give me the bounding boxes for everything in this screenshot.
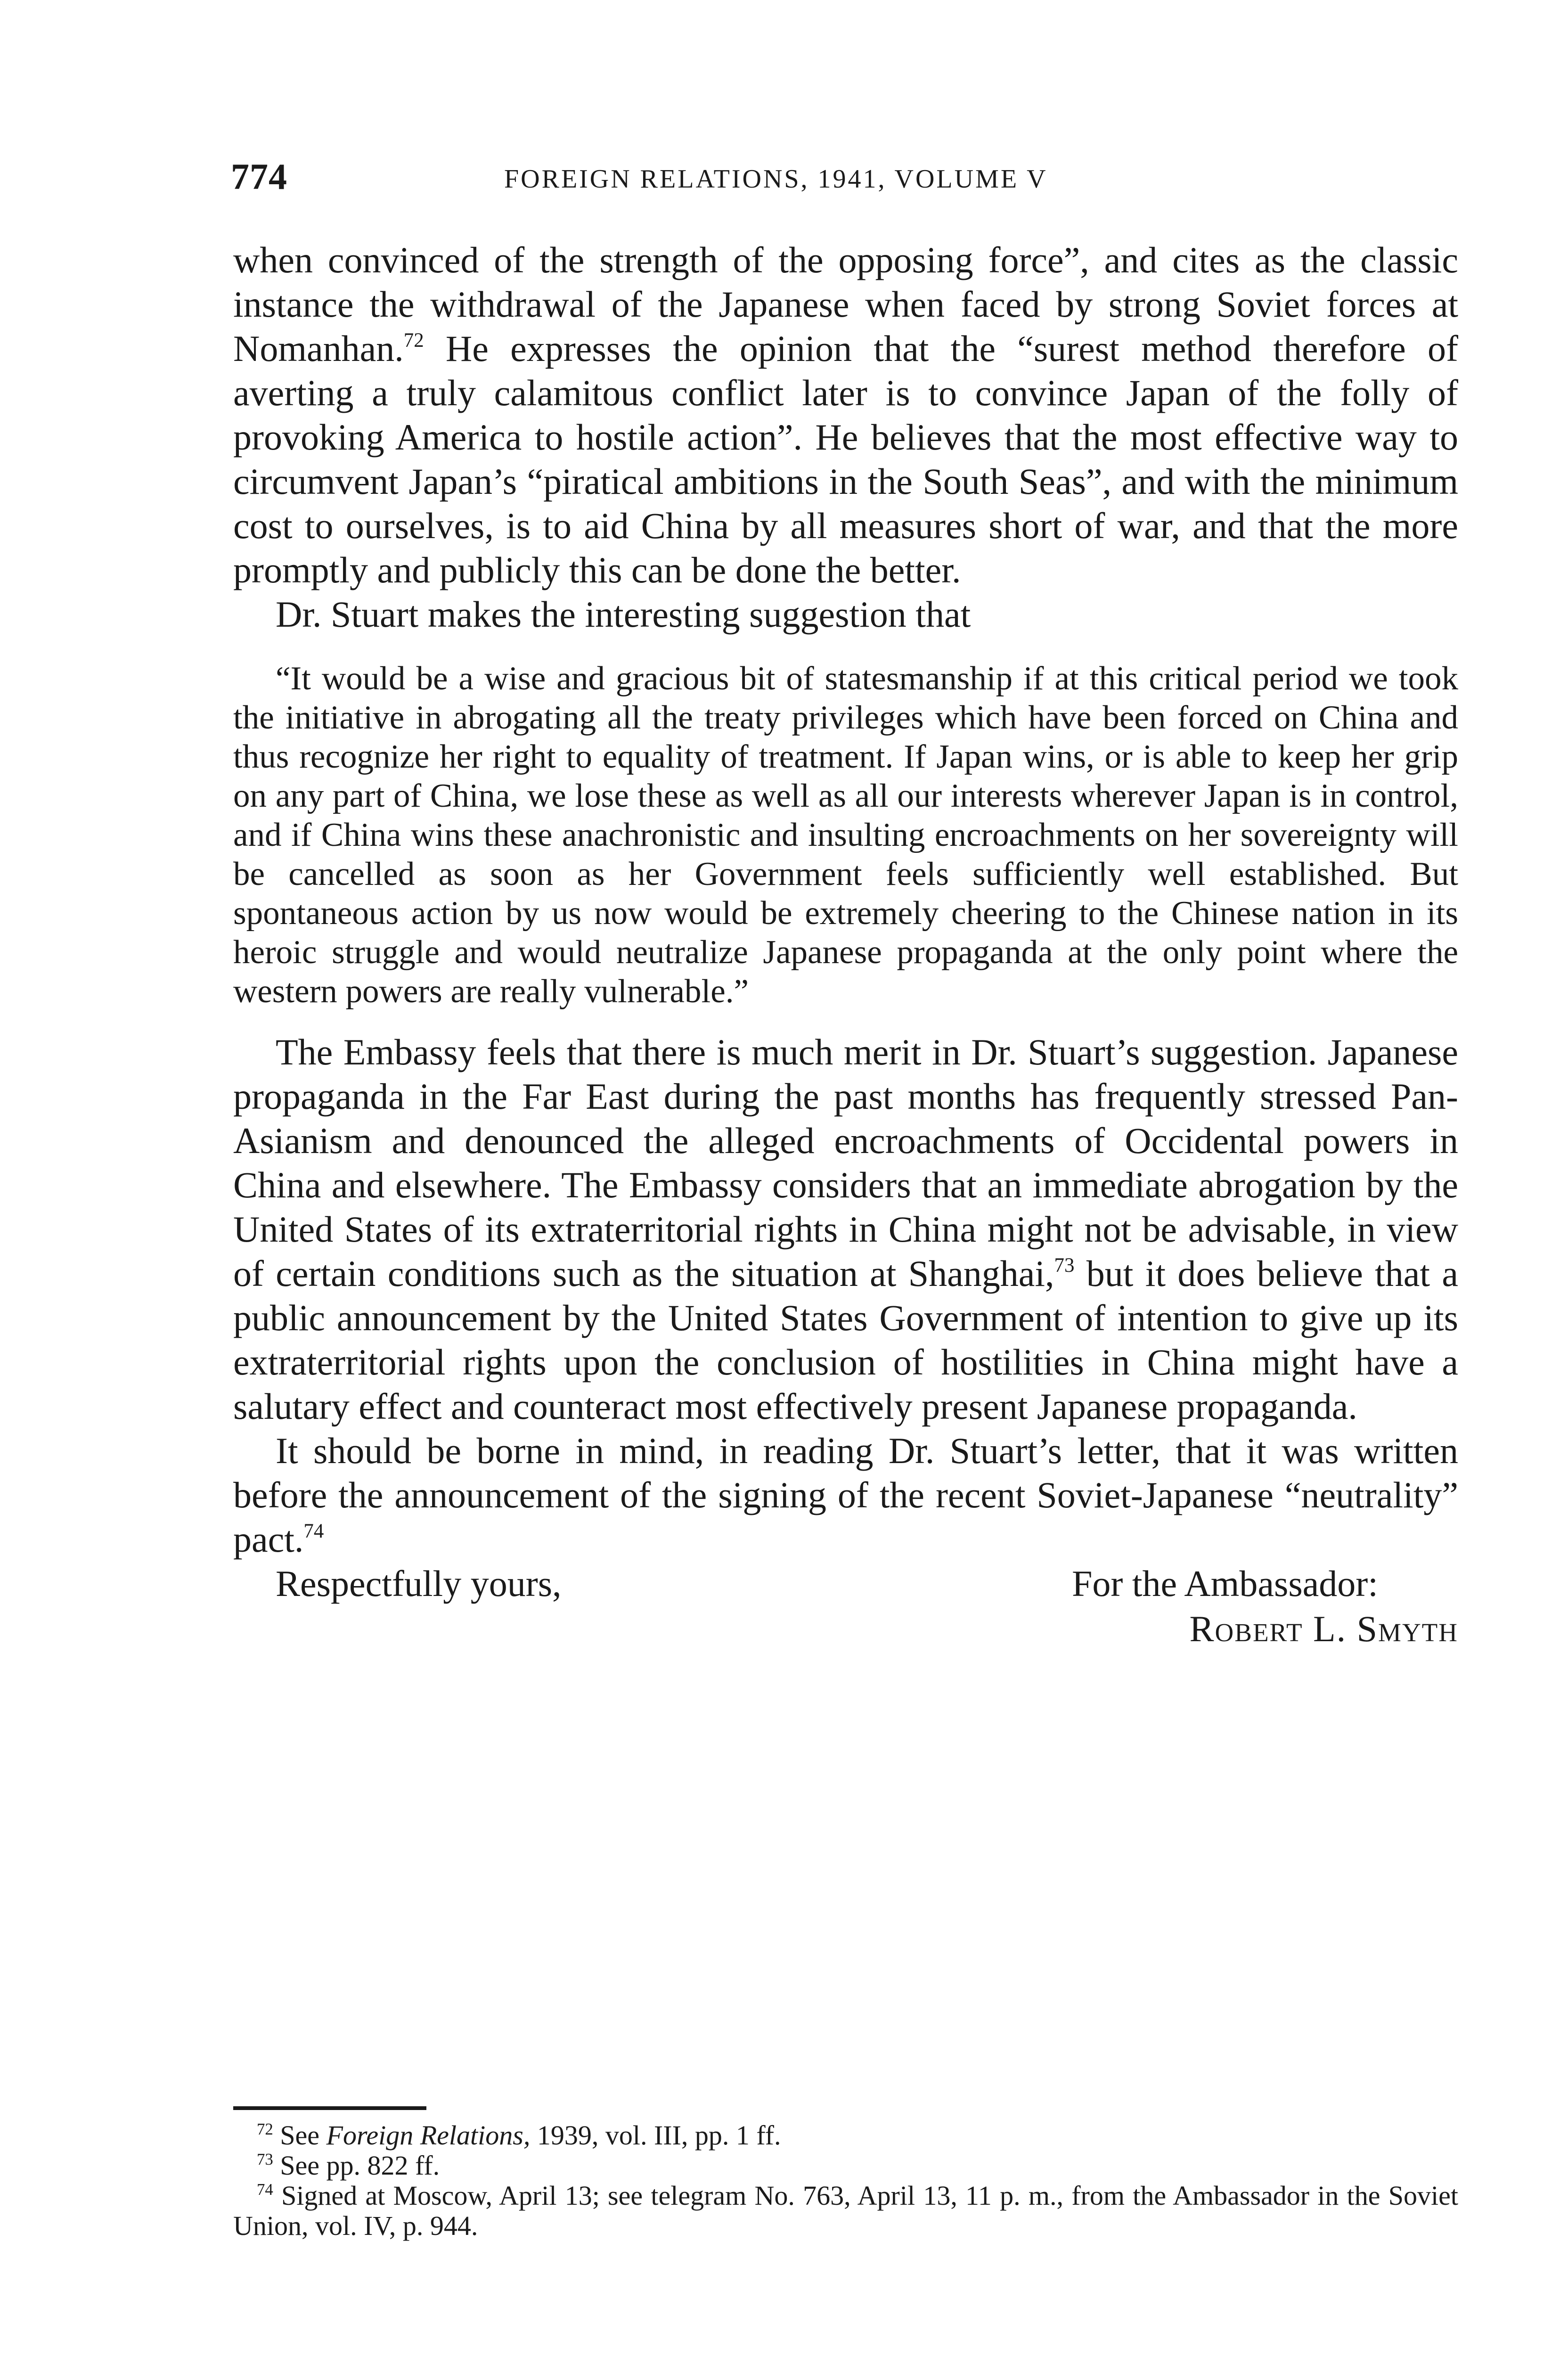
- footnote-text: 1939, vol. III, pp. 1 ff.: [530, 2120, 781, 2151]
- for-the-ambassador: For the Ambassador:: [1072, 1563, 1378, 1604]
- footnote-text: See: [273, 2120, 327, 2151]
- paragraph-4-text: It should be borne in mind, in reading Dr. Stuart’s letter, that it was written before the announcement of the signing of the recent Soviet-Japanese “neutrality” pact.: [233, 1430, 1458, 1560]
- signatory-name: Robert L. Smyth: [1189, 1608, 1458, 1649]
- page-number: 774: [231, 156, 287, 197]
- footnote-74: [233, 2181, 1458, 2241]
- running-head-title: FOREIGN RELATIONS, 1941, VOLUME V: [504, 164, 1048, 194]
- paragraph-3: [233, 1030, 1458, 1429]
- paragraph-4: [233, 1429, 1458, 1562]
- paragraph-1: [233, 238, 1458, 592]
- footnote-ref-73: 73: [1054, 1254, 1075, 1276]
- footnote-mark: 74: [257, 2180, 273, 2199]
- footnote-ref-72: 72: [403, 329, 424, 352]
- paragraph-2: Dr. Stuart makes the interesting suggestion that: [276, 594, 971, 635]
- footnote-text: See pp. 822 ff.: [273, 2150, 440, 2181]
- footnote-mark: 73: [257, 2150, 273, 2169]
- paragraph-1-text-a: when convinced of the strength of the opposing force”, and cites as the classic instance the withdrawal of the Japanese when faced by strong Soviet forces at Nomanhan.: [233, 239, 1458, 369]
- footnotes: [233, 2120, 1458, 2241]
- footnote-72: [233, 2120, 1458, 2151]
- valediction: Respectfully yours,: [276, 1563, 562, 1604]
- footnote-mark: 72: [257, 2120, 273, 2139]
- footnote-73: [233, 2151, 1458, 2181]
- block-quote: “It would be a wise and gracious bit of statesmanship if at this critical period we took the initiative in abrogating all the treaty privileges which have been forced on China and thus recognize her right to equality of treatment. If Japan wins, or is able to keep her grip on any part of China, we lose these as well as all our interests wherever Japan is in control, and if China wins these anachronistic and insulting encroachments on her sovereignty will be cancelled as soon as her Government feels sufficiently well established. But spontaneous action by us now would be extremely cheering to the Chinese nation in its heroic struggle and would neutralize Japanese propaganda at the only point where the western powers are really vulnerable.”: [233, 660, 1458, 1010]
- footnote-rule: [233, 2106, 426, 2110]
- footnote-text: Signed at Moscow, April 13; see telegram No. 763, April 13, 11 p. m., from the Ambassador in the Soviet Union, vol. IV, p. 944.: [233, 2180, 1458, 2241]
- running-head: [231, 155, 1484, 207]
- paragraph-1-text-b: He expresses the opinion that the “surest method therefore of averting a truly calamitous conflict later is to convince Japan of the folly of provoking America to hostile action”. He believes that the most effective way to circumvent Japan’s “piratical ambitions in the South Seas”, and with the minimum cost to ourselves, is to aid China by all measures short of war, and that the more promptly and publicly this can be done the better.: [233, 328, 1458, 590]
- footnote-ref-74: 74: [303, 1520, 324, 1542]
- closing-block: [233, 1562, 1458, 1656]
- body-text: [233, 238, 1458, 1656]
- paragraph-3-text-b: but it does believe that a public announcement by the United States Government of intention to give up its extraterritorial rights upon the conclusion of hostilities in China might have a salutary effect and counteract most effectively present Japanese propaganda.: [233, 1253, 1458, 1427]
- footnote-italic-title: Foreign Relations,: [326, 2120, 531, 2151]
- paragraph-3-text-a: The Embassy feels that there is much merit in Dr. Stuart’s suggestion. Japanese propaganda in the Far East during the past months has frequently stressed Pan-Asianism and denounced the alleged encroachments of Occidental powers in China and elsewhere. The Embassy considers that an immediate abrogation by the United States of its extraterritorial rights in China might not be advisable, in view of certain conditions such as the situation at Shanghai,: [233, 1031, 1458, 1294]
